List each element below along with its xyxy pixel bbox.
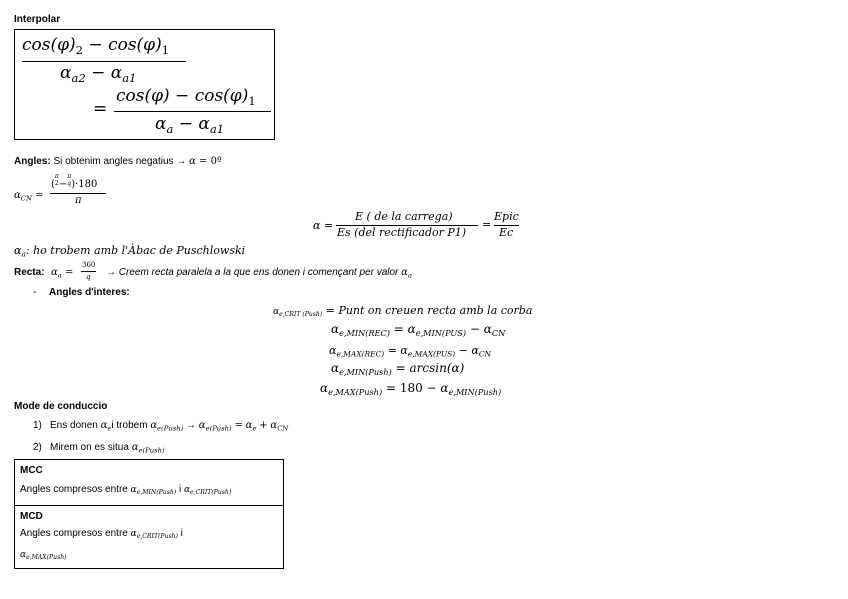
- mode-heading: Mode de conduccio: [14, 401, 108, 412]
- interpolar-rhs-denominator: $\alpha_a - \alpha_{a1}$: [155, 114, 225, 137]
- eq-crit-push: $\alpha_{e,CRIT (Push)}$ = Punt on creuen recta amb la corba: [273, 304, 533, 319]
- mode-item2-number: 2): [33, 442, 42, 453]
- recta-fraction-bar: [81, 271, 96, 272]
- recta-text: → Creem recta paralela a la que ens donen i començant per valor $\alpha_a$: [106, 267, 412, 280]
- mcd-cell: [14, 505, 284, 569]
- alpha-den2: Ec: [499, 226, 514, 239]
- eq-max-push: $\alpha_{e,MAX(Push)} = 180 - \alpha_{e,MIN(Push)}$: [320, 381, 502, 397]
- acn-numerator: (π 2−π q)·180: [51, 173, 98, 190]
- recta-label: Recta:: [14, 267, 45, 278]
- mcd-title: MCD: [20, 511, 43, 522]
- alpha-num1: E ( de la carrega): [355, 210, 453, 223]
- mcc-title: MCC: [20, 465, 43, 476]
- mcd-text-line2: $\alpha_{e,MAX(Push)}$: [20, 550, 67, 562]
- mode-item1-number: 1): [33, 420, 42, 431]
- interpolar-lhs-denominator: $\alpha_{a2} - \alpha_{a1}$: [60, 63, 137, 86]
- acn-fraction-bar: [50, 193, 106, 194]
- alpha-lhs: α =: [313, 219, 334, 232]
- eq-max-rec: $\alpha_{e,MAX(REC)} = \alpha_{e,MAX(PUS)} - \alpha_{CN}$: [329, 344, 492, 359]
- recta-numerator: 360: [82, 261, 96, 269]
- interpolar-equals: =: [93, 99, 108, 119]
- alpha-equals: =: [482, 218, 492, 231]
- angles-interes-heading: Angles d'interes:: [49, 287, 130, 298]
- interpolar-rhs-numerator: $\cos(\varphi) - \cos(\varphi)_1$: [116, 86, 256, 109]
- acn-lhs: $\alpha_{CN}$ =: [14, 190, 44, 203]
- angles-interes-bullet: -: [33, 287, 37, 298]
- interpolar-lhs-numerator: $\cos(\varphi)_2 - \cos(\varphi)_1$: [22, 35, 170, 58]
- recta-denominator: q: [86, 273, 91, 281]
- interpolar-heading: Interpolar: [14, 14, 61, 25]
- eq-min-push: $\alpha_{e,MIN(Push)} = \arcsin(\alpha)$: [331, 361, 465, 377]
- eq-min-rec: $\alpha_{e,MIN(REC)} = \alpha_{e,MIN(PUS)} - \alpha_{CN}$: [331, 322, 506, 338]
- interpolar-formula-box: [14, 29, 275, 140]
- recta-lhs: $\alpha_a$ =: [51, 267, 74, 280]
- interpolar-rhs-fraction-bar: [114, 111, 271, 112]
- alpha-den1: Es (del rectificador P1): [337, 226, 467, 239]
- aa-puschlowski-line: $\alpha_a$: ho trobem amb l'Àbac de Puschlowski: [14, 244, 246, 259]
- mode-item2-text: Mirem on es situa $\alpha_{e(Push)}$: [50, 442, 165, 455]
- mode-item1-text: Ens donen $\alpha_ei$ trobem $\alpha_{e(Push)} \to \alpha_{e(Push)} = \alpha_e + \alpha_{CN}$: [50, 420, 289, 433]
- mcd-text-line1: Angles compresos entre $\alpha_{e,CRIT(Push)}$ i: [20, 528, 183, 541]
- angles-label: Angles:: [14, 156, 51, 167]
- acn-denominator: π: [75, 195, 82, 206]
- mcc-cell: [14, 459, 284, 506]
- mcc-text: Angles compresos entre $\alpha_{e,MIN(Push)}$ i $\alpha_{e,CRIT(Push)}$: [20, 484, 232, 497]
- angles-line: Angles: Si obtenim angles negatius → α = 0º: [14, 156, 222, 167]
- alpha-num2: Epic: [494, 210, 519, 223]
